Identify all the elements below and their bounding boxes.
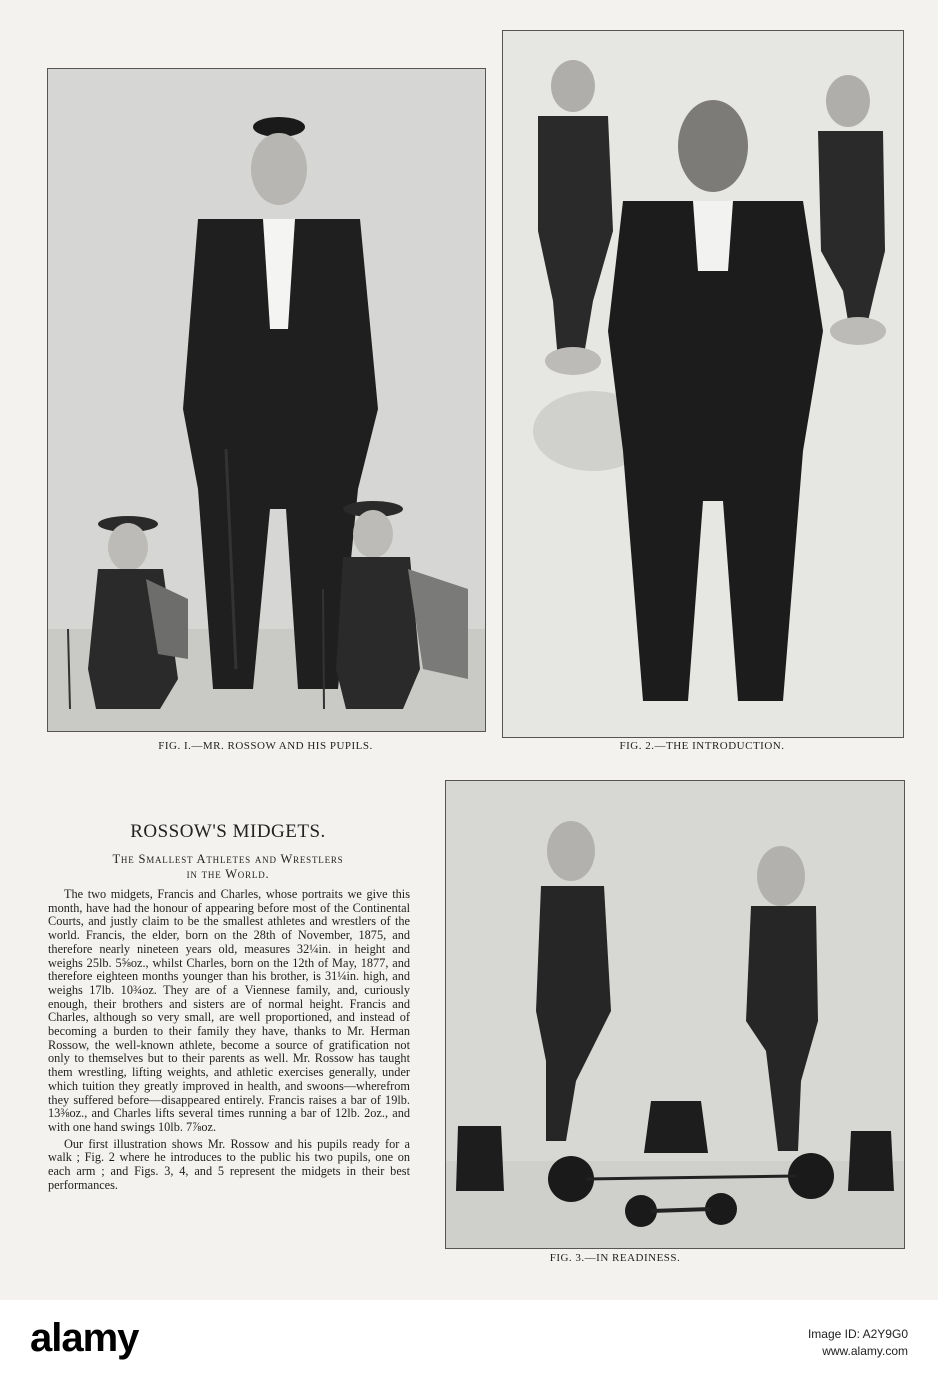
article-subtitle-line-2: in the World.: [186, 867, 270, 881]
figure-2-photo: [502, 30, 904, 738]
article-subtitle-line-1: The Smallest Athletes and Wrestlers: [112, 852, 344, 866]
article-subtitle: [48, 852, 408, 882]
stock-footer: [0, 1300, 938, 1390]
article-title: ROSSOW'S MIDGETS.: [130, 821, 326, 842]
figure-3-photo: [445, 780, 905, 1249]
figure-2-caption: FIG. 2.—THE INTRODUCTION.: [619, 740, 785, 752]
article-body: [48, 888, 410, 1192]
stock-image-info: [808, 1326, 908, 1360]
figure-3-caption: FIG. 3.—IN READINESS.: [549, 1252, 681, 1264]
stock-image-id: Image ID: A2Y9G0: [807, 1327, 908, 1341]
alamy-logo: alamy: [30, 1316, 139, 1360]
figure-1-photo: [47, 68, 486, 732]
article-paragraph-1: The two midgets, Francis and Charles, whose portraits we give this month, have had the honour of appearing before most of the Continental Courts, and justly claim to be the smallest athletes and wrestlers of the world. Francis, the elder, born on the 28th of November, 1875, and therefore nearly nineteen years old, measures 32¼in. in height and weighs 25lb. 5⅝oz., whilst Charles, born on the 12th of May, 1877, and therefore eighteen months younger than his brother, is 31¼in. high, and weighs 17lb. 10¾oz. They are of a Viennese family, and, curiously enough, their brothers and sisters are of normal height. Francis and Charles, although so very small, are well proportioned, and instead of becoming a burden to their family they have, thanks to Mr. Herman Rossow, the well-known athlete, become a source of gratification not only to themselves but to their parents as well. Mr. Rossow has taught them wrestling, lifting weights, and athletic exercises generally, under which tuition they greatly improved in health, and swoons—wherefrom they suffered before—disappeared entirely. Francis raises a bar of 19lb. 13⅜oz., and Charles lifts several times running a bar of 12lb. 2oz., and with one hand swings 10lb. 7⅞oz.: [48, 887, 410, 1134]
article-paragraph-2: Our first illustration shows Mr. Rossow and his pupils ready for a walk ; Fig. 2 where he introduces to the public his two pupils, one on each arm ; and Figs. 3, 4, and 5 represent the midgets in their best performances.: [48, 1136, 410, 1192]
figure-1-caption: FIG. I.—MR. ROSSOW AND HIS PUPILS.: [158, 740, 373, 752]
stock-site-url: www.alamy.com: [822, 1344, 908, 1358]
